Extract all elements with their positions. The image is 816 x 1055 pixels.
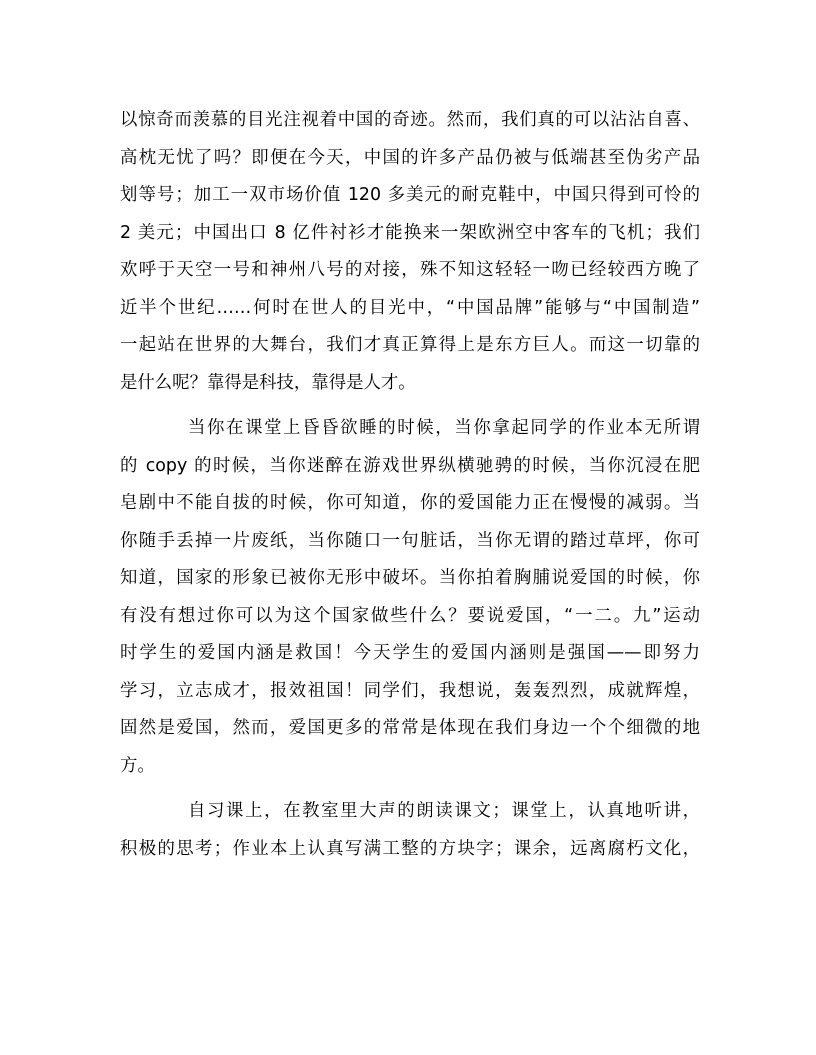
text-line: 知道，国家的形象已被你无形中破坏。当你拍着胸脯说爱国的时候，你: [120, 568, 700, 588]
text-line: 方。: [120, 755, 155, 776]
text-line: 欢呼于天空一号和神州八号的对接，殊不知这轻轻一吻已经较西方晚了: [120, 260, 700, 280]
text-line: 时学生的爱国内涵是救国！今天学生的爱国内涵则是强国——即努力: [120, 643, 700, 663]
document-body: [120, 102, 700, 868]
text-line: 以惊奇而羡慕的目光注视着中国的奇迹。然而，我们真的可以沾沾自喜、: [120, 110, 700, 130]
text-line: 一起站在世界的大舞台，我们才真正算得上是东方巨人。而这一切靠的: [120, 335, 700, 355]
text-line: 近半个世纪……何时在世人的目光中，“中国品牌”能够与“中国制造”: [120, 297, 700, 318]
text-line: 是什么呢？靠得是科技，靠得是人才。: [120, 372, 416, 393]
text-line: 高枕无忧了吗？即便在今天，中国的许多产品仍被与低端甚至伪劣产品: [120, 147, 700, 168]
text-line: 的 copy 的时候，当你迷醉在游戏世界纵横驰骋的时候，当你沉浸在肥: [120, 455, 700, 476]
text-line: 有没有想过你可以为这个国家做些什么？要说爱国，“一二。九”运动: [120, 605, 700, 626]
text-line: 当你在课堂上昏昏欲睡的时候，当你拿起同学的作业本无所谓: [188, 418, 700, 438]
paragraph-3: [120, 793, 700, 868]
paragraph-spacing: [120, 402, 700, 410]
text-line: 积极的思考；作业本上认真写满工整的方块字；课余，远离腐朽文化，: [120, 838, 700, 859]
text-line: 2 美元；中国出口 8 亿件衬衫才能换来一架欧洲空中客车的飞机；我们: [120, 222, 700, 243]
text-line: 学习，立志成才，报效祖国！同学们，我想说，轰轰烈烈，成就辉煌，: [120, 680, 700, 701]
paragraph-1: [120, 102, 700, 402]
text-line: 皂剧中不能自拔的时候，你可知道，你的爱国能力正在慢慢的减弱。当: [120, 493, 700, 513]
text-line: 固然是爱国，然而，爱国更多的常常是体现在我们身边一个个细微的地: [120, 718, 700, 738]
paragraph-2: [120, 410, 700, 785]
text-line: 划等号；加工一双市场价值 120 多美元的耐克鞋中，中国只得到可怜的: [120, 185, 700, 205]
text-line: 你随手丢掉一片废纸，当你随口一句脏话，当你无谓的踏过草坪，你可: [120, 530, 700, 551]
paragraph-spacing: [120, 785, 700, 793]
text-line: 自习课上，在教室里大声的朗读课文；课堂上，认真地听讲，: [188, 801, 700, 821]
